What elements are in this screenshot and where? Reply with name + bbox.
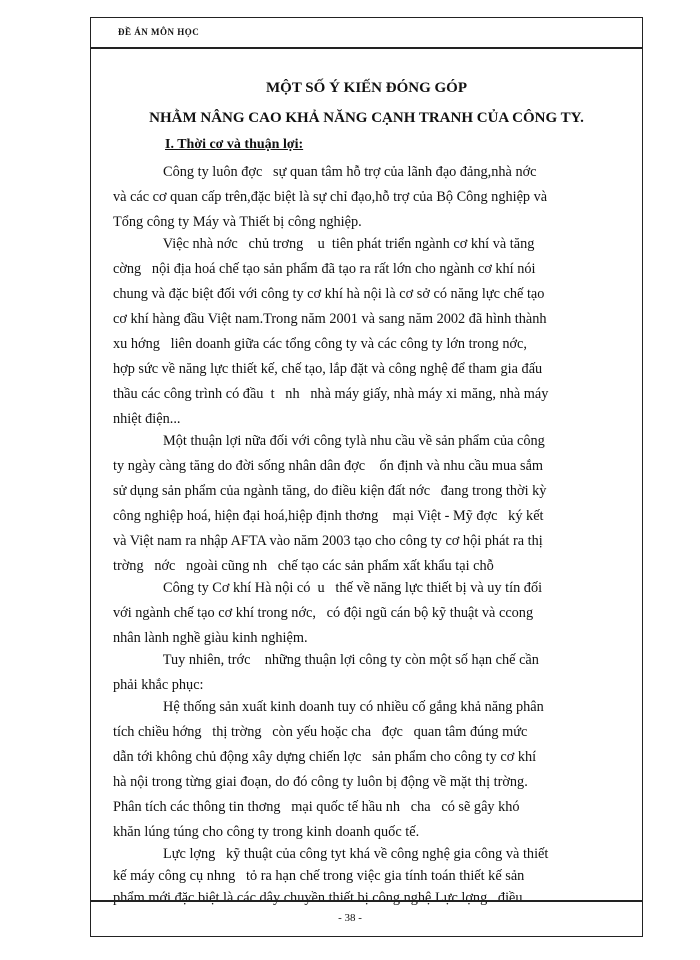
text-line: tích chiều hớng thị trờng còn yếu hoặc cha đợc quan tâm đúng mức — [113, 724, 528, 740]
paragraph-4 — [113, 576, 625, 651]
text-line: Công ty luôn đợc sự quan tâm hỗ trợ của lãnh đạo đảng,nhà nớc — [113, 164, 537, 180]
header-label: ĐỀ ÁN MÔN HỌC — [118, 27, 200, 37]
text-line: sử dụng sản phẩm của ngành tăng, do điều kiện đất nớc đang trong thời kỳ — [113, 483, 547, 499]
text-line: Phân tích các thông tin thơng mại quốc tế hầu nh cha có sẽ gây khó — [113, 799, 520, 815]
text-line: và Việt nam ra nhập AFTA vào năm 2003 tạo cho công ty cơ hội phát ra thị — [113, 533, 543, 549]
document-title: MỘT SỐ Ý KIẾN ĐÓNG GÓP — [266, 80, 467, 96]
text-line: hợp sức về năng lực thiết kế, chế tạo, lắp đặt và công nghệ để tham gia đấu — [113, 361, 543, 377]
text-line: chung và đặc biệt đối với công ty cơ khí hà nội là cơ sở có năng lực chế tạo — [113, 286, 545, 302]
page-header — [90, 17, 643, 49]
text-line: kế máy công cụ nhng tỏ ra hạn chế trong việc gia tính toán thiết kế sản — [113, 868, 525, 884]
text-line: nhiệt điện... — [113, 411, 181, 427]
text-line: nhân lành nghề giàu kinh nghiệm. — [113, 630, 308, 646]
paragraph-2 — [113, 232, 625, 432]
text-line: dẫn tới không chủ động xây dựng chiến lợc sản phẩm cho công ty cơ khí — [113, 749, 537, 765]
text-line: trờng nớc ngoài cũng nh chế tạo các sản phẩm xất khẩu tại chỗ — [113, 558, 494, 574]
footer-rule — [90, 900, 643, 902]
paragraph-1 — [113, 160, 625, 235]
text-line: Một thuận lợi nữa đối với công tylà nhu cầu về sản phẩm của công — [113, 433, 545, 449]
text-line: Hệ thống sản xuất kinh doanh tuy có nhiều cố gắng khả năng phân — [113, 699, 544, 715]
text-line: Công ty Cơ khí Hà nội có u thế về năng lực thiết bị và uy tín đối — [113, 580, 543, 596]
text-line: Tổng công ty Máy và Thiết bị công nghiệp. — [113, 214, 362, 230]
text-line: và các cơ quan cấp trên,đặc biệt là sự chỉ đạo,hỗ trợ của Bộ Công nghiệp và — [113, 189, 548, 205]
text-line: cờng nội địa hoá chế tạo sản phẩm đã tạo ra rất lớn cho ngành cơ khí nói — [113, 261, 536, 277]
document-subtitle: NHẰM NÂNG CAO KHẢ NĂNG CẠNH TRANH CỦA CÔNG TY. — [149, 110, 584, 126]
text-line: với ngành chế tạo cơ khí trong nớc, có đội ngũ cán bộ kỹ thuật và ccong — [113, 605, 534, 621]
text-line: Lực lợng kỹ thuật của công tyt khá về công nghệ gia công và thiết — [113, 846, 549, 862]
page-bottom-rule — [90, 936, 643, 937]
text-line: thầu các công trình có đầu t nh nhà máy giấy, nhà máy xi măng, nhà máy — [113, 386, 549, 402]
text-line: cơ khí hàng đầu Việt nam.Trong năm 2001 và sang năm 2002 đã hình thành — [113, 311, 547, 327]
text-line: khăn lúng túng cho công ty trong kinh doanh quốc tế. — [113, 824, 420, 840]
text-line: Tuy nhiên, trớc những thuận lợi công ty còn một số hạn chế cần — [113, 652, 539, 668]
text-line: Việc nhà nớc chủ trơng u tiên phát triển ngành cơ khí và tăng — [113, 236, 535, 252]
paragraph-3 — [113, 429, 625, 579]
text-line: phải khắc phục: — [113, 677, 204, 693]
paragraph-5 — [113, 648, 625, 698]
page-number: - 38 - — [338, 912, 362, 924]
text-line: xu hớng liên doanh giữa các tổng công ty và các công ty lớn trong nớc, — [113, 336, 527, 352]
paragraph-6 — [113, 695, 625, 845]
section-heading: I. Thời cơ và thuận lợi: — [165, 137, 304, 152]
text-line: công nghiệp hoá, hiện đại hoá,hiệp định thơng mại Việt - Mỹ đợc ký kết — [113, 508, 544, 524]
text-line: phẩm mới đặc biệt là các dây chuyền thiết bị công nghệ.Lực lợng điều — [113, 890, 523, 906]
text-line: ty ngày càng tăng do đời sống nhân dân đợc ổn định và nhu cầu mua sắm — [113, 458, 544, 474]
text-line: hà nội trong từng giai đoạn, do đó công ty luôn bị động về mặt thị trờng. — [113, 774, 528, 790]
